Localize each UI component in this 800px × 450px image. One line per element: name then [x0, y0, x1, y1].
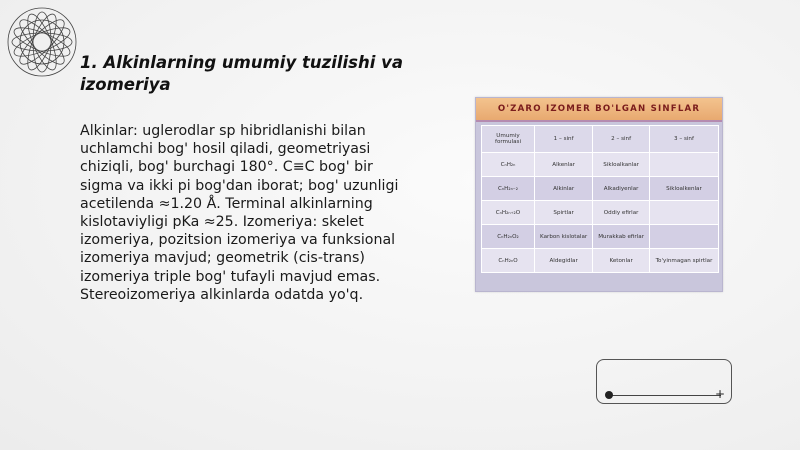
table-header-cell: 2 – sinf — [593, 126, 650, 153]
table-cell: Alkadiyenlar — [593, 177, 650, 201]
table-header-cell: Umumiy formulasi — [482, 126, 535, 153]
table-cell: Karbon kislotalar — [535, 225, 593, 249]
slide-body-text: Alkinlar: uglerodlar sp hibridlanishi bilan uchlamchi bog' hosil qiladi, geometriyasi chiziqli, bog' burchagi 180°. C≡C bog' bir sigma va ikki pi bog'dan iborat; bog' uzunligi acetilenda ≈1.20 Å. Terminal alkinlarning kislotaviyligi pKa ≈25. Izomeriya: skelet izomeriya, pozitsion izomeriya va funksional izomeriya mavjud; geometrik (cis-trans) izomeriya triple bog' tufayli mavjud emas. Stereoizomeriya alkinlarda odatda yo'q. — [80, 123, 399, 303]
table-cell: CₙH₂ₙ₋₂ — [482, 177, 535, 201]
plus-icon[interactable]: + — [715, 387, 726, 401]
table-cell: To'yinmagan spirtlar — [649, 249, 718, 273]
table-cell: CₙH₂ₙO — [482, 249, 535, 273]
table-header-cell: 1 – sinf — [535, 126, 593, 153]
table-cell: Alkinlar — [535, 177, 593, 201]
dot-icon[interactable] — [605, 391, 613, 399]
table-row — [482, 177, 719, 201]
table-cell: CₙH₂ₙO₂ — [482, 225, 535, 249]
table-banner: O'ZARO IZOMER BO'LGAN SINFLAR — [476, 98, 722, 122]
navigator-track[interactable] — [609, 395, 721, 396]
table-cell — [649, 153, 718, 177]
table-cell: Murakkab efirlar — [593, 225, 650, 249]
table-row — [482, 225, 719, 249]
table-cell: Sikloalkanlar — [593, 153, 650, 177]
table-cell: CₙH₂ₙ — [482, 153, 535, 177]
slide-navigator[interactable] — [596, 359, 732, 404]
table-cell: Sikloalkenlar — [649, 177, 718, 201]
table-header-row — [482, 126, 719, 153]
table-row — [482, 153, 719, 177]
table-header-cell: 3 – sinf — [649, 126, 718, 153]
slide-title: 1. Alkinlarning umumiy tuzilishi va izomeriya — [80, 53, 404, 94]
table-cell: Aldegidlar — [535, 249, 593, 273]
isomer-classes-table — [481, 125, 719, 273]
mandala-ornament-icon — [4, 4, 80, 80]
table-row — [482, 249, 719, 273]
table-cell: CₙH₂ₙ₊₂O — [482, 201, 535, 225]
table-row — [482, 201, 719, 225]
table-cell: Alkenlar — [535, 153, 593, 177]
table-cell — [649, 201, 718, 225]
table-cell: Ketonlar — [593, 249, 650, 273]
isomer-classes-table-image — [475, 97, 723, 292]
table-cell: Oddiy efirlar — [593, 201, 650, 225]
table-cell — [649, 225, 718, 249]
table-cell: Spirtlar — [535, 201, 593, 225]
